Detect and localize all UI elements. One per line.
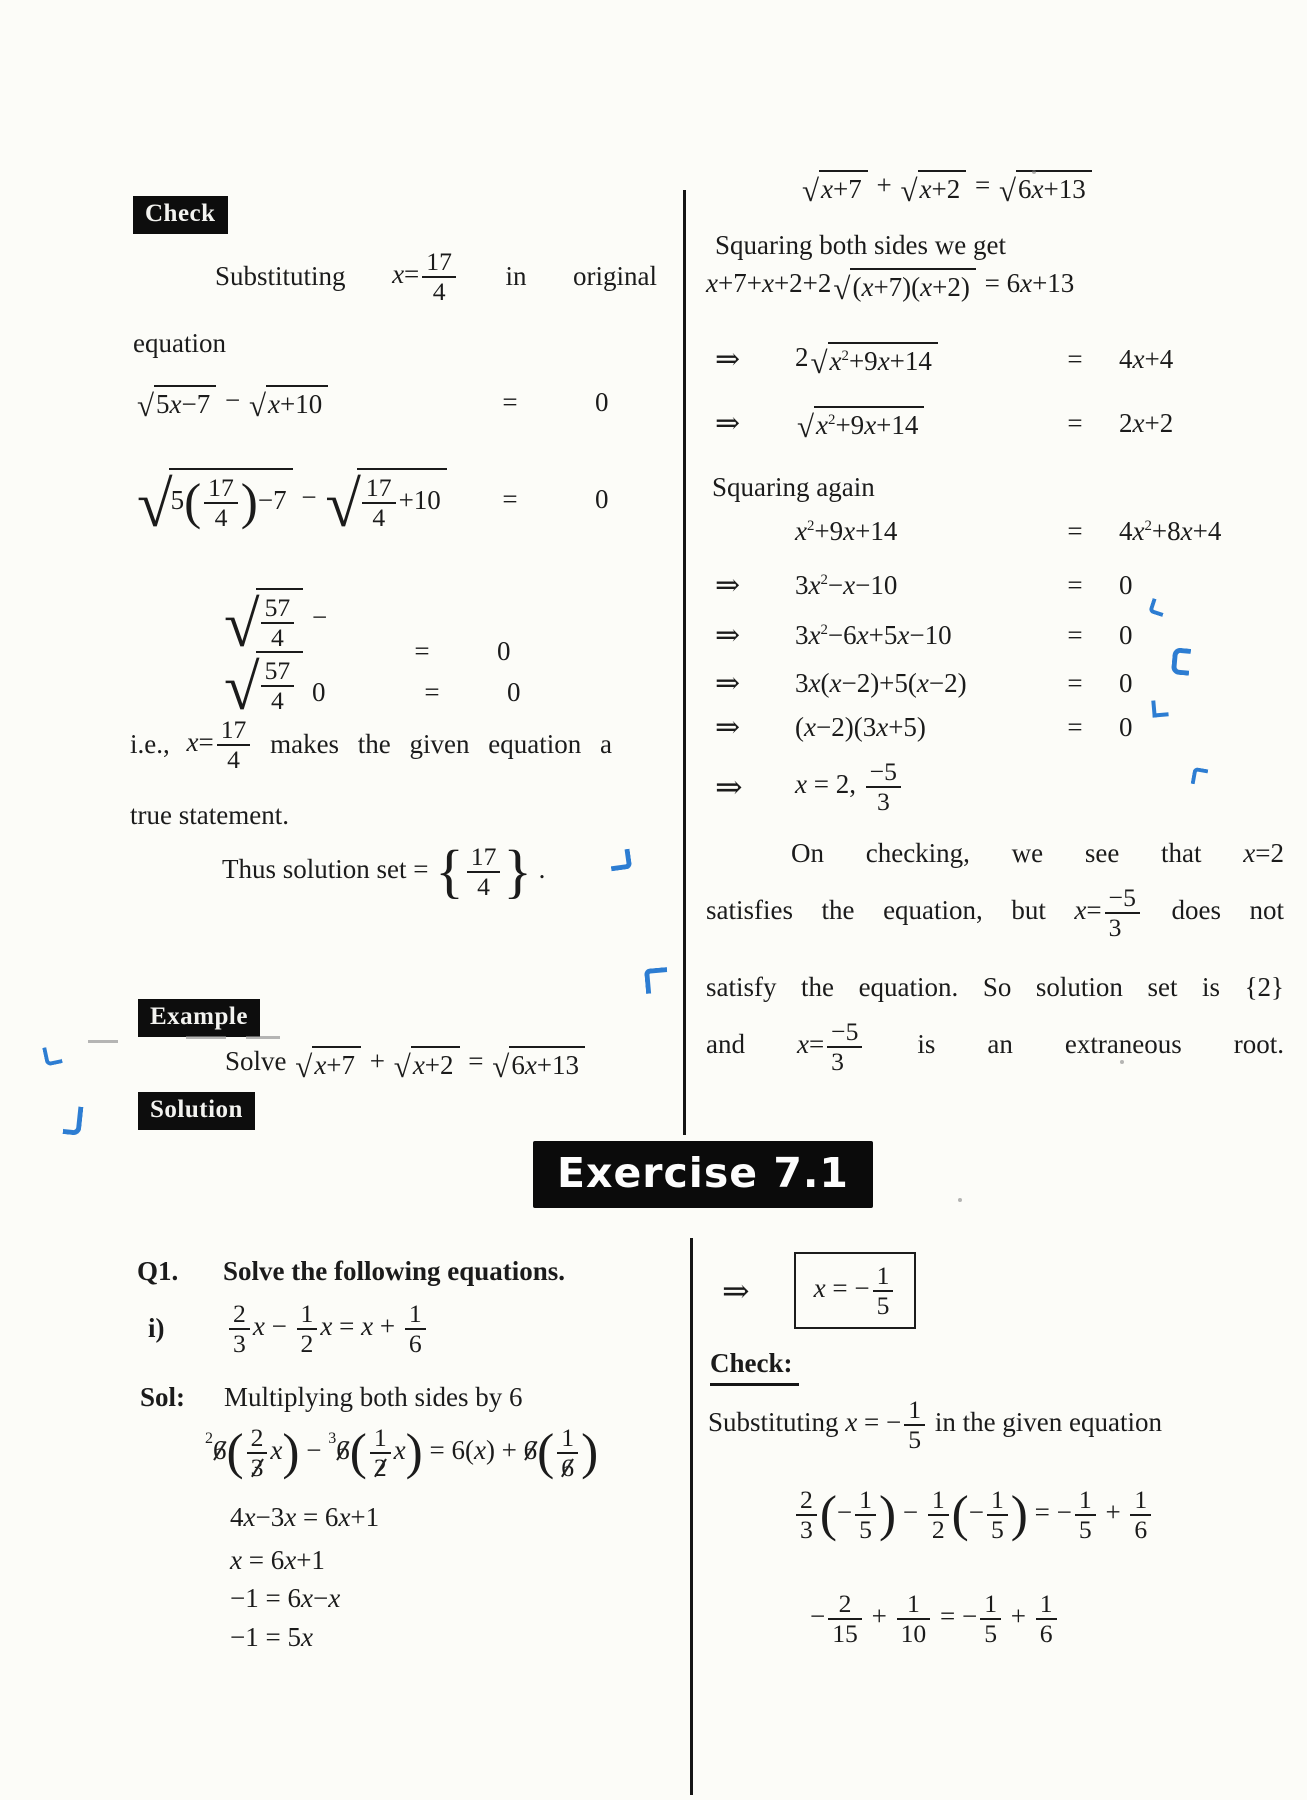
row-lhs: $3x^2-6x+5x-10$ <box>795 620 952 650</box>
check-label-text: Check <box>133 196 228 234</box>
expanded-square-equation: x+7+x+2+2 √ (x+7)(x+2) = 6x+13 <box>706 268 1075 306</box>
ie-conclusion-line <box>130 716 612 773</box>
equals-sign: = <box>1067 344 1083 375</box>
check-section-label <box>133 196 228 234</box>
check-heading <box>710 1348 799 1386</box>
implies-arrow: ⇒ <box>715 769 743 806</box>
word-substituting: Substituting <box>215 261 346 292</box>
item-i-equation-row <box>148 1300 429 1357</box>
gray-dash-1 <box>88 1040 118 1043</box>
implies-arrow: ⇒ <box>715 569 741 602</box>
row-rhs: 0 <box>1119 668 1133 698</box>
value-x-17-4: x= $\frac{17}{4}$ <box>186 716 253 773</box>
implies-arrow: ⇒ <box>715 619 741 652</box>
checking-paragraph-line-2: satisfies the equation, but x= $\frac{-5}{3}$ does not <box>706 883 1284 942</box>
row-rhs: 0 <box>1119 620 1133 650</box>
derivation-row-5 <box>715 618 1133 653</box>
squaring-both-sides-text: Squaring both sides we get <box>715 230 1006 260</box>
squaring-again-text: Squaring again <box>712 472 875 502</box>
sol-text: Multiplying both sides by 6 <box>224 1382 523 1412</box>
row-lhs: $3x^2-x-10$ <box>795 570 898 600</box>
equation-rhs: 0 <box>595 484 609 515</box>
equals-sign: = <box>502 484 518 515</box>
word-equation: equation <box>133 328 226 358</box>
example-problem-line: Solve √ x+7 + √ x+2 = √ 6x+13 <box>225 1046 587 1081</box>
row-rhs: 0 <box>1119 570 1133 600</box>
row-lhs: (x−2)(3x+5) <box>795 712 926 742</box>
multiply-by-6-equation: $^2$6( $\frac{2}{3}$ x) − $^3$6( $\frac{1}{2}$ x) = 6(x) + 6( $\frac{1}{6}$ ) <box>205 1423 599 1482</box>
item-number: i) <box>148 1313 165 1344</box>
row-rhs: 2x+2 <box>1119 408 1174 439</box>
example-equation-restated: √ x+7 + √ x+2 = √ 6x+13 <box>800 170 1094 205</box>
row-lhs: √ $x^2+9x+14$ <box>795 406 1045 441</box>
check-equation-2: − $\frac{2}{15}$ + $\frac{1}{10}$ = − $\frac{1}{5}$ + $\frac{1}{6}$ <box>810 1590 1060 1647</box>
implies-arrow: ⇒ <box>715 407 741 441</box>
pen-mark-left-2 <box>63 1105 84 1136</box>
solution-set-line: Thus solution set = { $\frac{17}{4}$ } . <box>222 837 546 904</box>
implies-arrow: ⇒ <box>715 667 741 700</box>
row-lhs: 2 √ $x^2+9x+14$ <box>795 342 1045 377</box>
derivation-row-4 <box>715 568 1133 603</box>
checking-paragraph-line-4: and x= $\frac{-5}{3}$ is an extraneous root. <box>706 1017 1285 1076</box>
equation-substituted-radicals <box>135 468 609 541</box>
check-equation-1: $\frac{2}{3}$ (− $\frac{1}{5}$ ) − $\frac{1}{2}$ (− $\frac{1}{5}$ ) = − $\frac{1}{5}$ + $\frac{1}{6}$ <box>793 1486 1154 1543</box>
solution-label-text: Solution <box>138 1092 255 1130</box>
substituting-line <box>215 248 657 305</box>
pen-mark-left-1 <box>42 1044 63 1066</box>
value-x-17-4: x= $\frac{17}{4}$ <box>392 248 459 305</box>
solution-section-label <box>138 1092 255 1130</box>
derivation-row-2 <box>715 406 1174 444</box>
step-minus1-6x-x: −1 = 6x−x <box>230 1583 341 1613</box>
checking-paragraph-line-3: satisfy the equation. So solution set is {2} <box>706 972 1284 1002</box>
equals-sign: = <box>1067 620 1083 650</box>
sol-label: Sol: <box>140 1382 186 1412</box>
equals-sign: = <box>1067 516 1083 546</box>
equation-rhs: 0 <box>507 677 521 707</box>
true-statement-line: true statement. <box>130 800 289 830</box>
pen-mark-middle-1 <box>609 849 633 872</box>
gray-dash-2 <box>186 1036 226 1039</box>
top-column-divider <box>683 190 686 1135</box>
equation-lhs: √ $\frac{57}{4}$ − √ $\frac{57}{4}$ <box>224 588 328 724</box>
question-number: Q1. <box>137 1256 179 1286</box>
implies-arrow: ⇒ <box>715 343 741 377</box>
pen-mark-right-2 <box>1171 647 1191 675</box>
conclusion-text: makes the given equation a <box>270 729 612 760</box>
row-rhs: $4x^2+8x+4$ <box>1119 516 1222 546</box>
equals-sign: = <box>424 677 440 707</box>
row-rhs: 0 <box>1119 712 1133 742</box>
question-text: Solve the following equations. <box>223 1256 566 1286</box>
substituting-check-line: Substituting x = − $\frac{1}{5}$ in the given equation <box>708 1395 1163 1454</box>
equals-sign: = <box>1067 712 1083 742</box>
equals-sign: = <box>1067 668 1083 698</box>
equation-rhs: 0 <box>497 635 511 666</box>
pen-mark-right-1 <box>1148 598 1167 617</box>
row-lhs: x = 2, $\frac{-5}{3}$ <box>795 758 904 815</box>
pen-mark-middle-2 <box>644 967 669 994</box>
example-label-text: Example <box>138 999 260 1037</box>
equation-lhs: √ 5x−7 − √ x+10 <box>135 385 485 420</box>
implies-arrow: ⇒ <box>715 711 741 744</box>
equation-rhs: 0 <box>595 387 609 418</box>
derivation-row-1 <box>715 342 1174 380</box>
check-heading-text: Check: <box>710 1348 799 1386</box>
question-1-heading <box>137 1256 565 1287</box>
scan-speck-2 <box>1120 1060 1124 1064</box>
equals-sign: = <box>1067 408 1083 439</box>
step-4x-3x: 4x−3x = 6x+1 <box>230 1502 380 1532</box>
step-x-6x1: x = 6x+1 <box>230 1545 325 1575</box>
gray-dash-3 <box>246 1036 280 1039</box>
pen-mark-right-3 <box>1151 699 1168 717</box>
pen-mark-right-4 <box>1191 767 1209 786</box>
boxed-answer: x = − $\frac{1}{5}$ <box>794 1252 917 1329</box>
derivation-row-7 <box>715 710 1133 745</box>
equation-sqrt-5x-7 <box>135 385 609 423</box>
scan-speck-1 <box>1032 170 1036 174</box>
scan-speck-3 <box>958 1198 962 1202</box>
bottom-column-divider <box>690 1238 693 1795</box>
checking-paragraph-line-1: On checking, we see that x=2 <box>791 838 1284 868</box>
equation-lhs: 0 <box>312 677 326 707</box>
equation-zero-equals-zero <box>312 677 521 708</box>
exercise-7-1-banner: Exercise 7.1 <box>533 1141 873 1208</box>
row-rhs: 4x+4 <box>1119 344 1174 375</box>
implies-arrow: ⇒ <box>722 1273 750 1310</box>
word-in: in <box>505 261 527 292</box>
sol-heading-row <box>140 1382 523 1413</box>
boxed-answer-row <box>722 1252 916 1329</box>
word-original: original <box>573 261 657 292</box>
item-equation: $\frac{2}{3}$ x − $\frac{1}{2}$ x = x + $\frac{1}{6}$ <box>226 1300 429 1357</box>
equals-sign: = <box>502 387 518 418</box>
derivation-row-3 <box>715 516 1221 547</box>
row-lhs: 3x(x−2)+5(x−2) <box>795 668 967 698</box>
step-minus1-5x: −1 = 5x <box>230 1622 313 1652</box>
equation-lhs: √ 5( $\frac{17}{4}$ )−7 − √ $\frac{17}{4}$ +10 <box>135 468 485 531</box>
example-section-label <box>138 999 260 1037</box>
derivation-row-6 <box>715 666 1133 701</box>
word-ie: i.e., <box>130 729 170 760</box>
equals-sign: = <box>414 635 430 666</box>
roots-row <box>715 758 904 815</box>
row-lhs: $x^2+9x+14$ <box>795 516 898 546</box>
equals-sign: = <box>1067 570 1083 600</box>
